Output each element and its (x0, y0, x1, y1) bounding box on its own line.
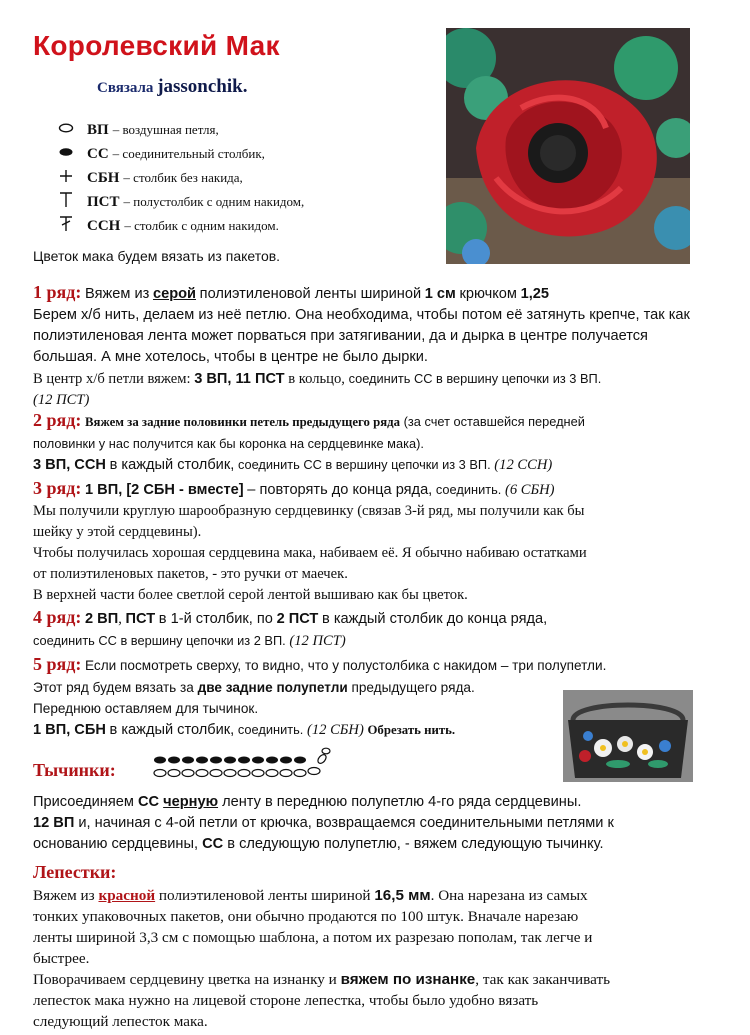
text: две задние полупетли (197, 680, 348, 695)
text: половинки у нас получится как бы коронка на сердцевинке мака). (33, 436, 424, 451)
text: Переднюю оставляем для тычинок. (33, 701, 259, 716)
legend-desc: – соединительный столбик, (112, 146, 265, 161)
legend-abbr: ССН (87, 217, 121, 234)
text: Если посмотреть сверху, то видно, что у полустолбика с накидом – три полупетли. (85, 658, 607, 673)
text: Поворачиваем сердцевину цветка на изнанку и (33, 971, 337, 988)
text: (12 СБН) (306, 722, 364, 738)
legend-abbr: СС (87, 145, 109, 162)
text: Этот ряд будем вязать за (33, 680, 194, 695)
text: СС (137, 794, 160, 810)
text: В центр х/б петли вяжем: (33, 371, 191, 387)
oval-icon (55, 122, 77, 138)
text: 2 ВП (85, 611, 119, 627)
text: 3 ВП, ССН (33, 457, 106, 473)
text: соединить. (237, 722, 304, 737)
text: быстрее. (33, 950, 90, 967)
text: соединить СС в вершину цепочки из 3 ВП. (348, 371, 602, 386)
t-stitch-icon (55, 192, 77, 213)
legend-item (55, 190, 435, 214)
text: 1 ВП, СБН (33, 722, 106, 738)
text: , так как заканчивать (475, 971, 611, 988)
text: полиэтиленовой ленты шириной (199, 286, 422, 302)
text: (12 ПСТ) (33, 392, 90, 408)
page-title: Королевский Мак (33, 30, 280, 61)
stamens-chain-diagram (150, 747, 340, 783)
stamens-heading (33, 760, 733, 783)
text: в каждый столбик, (109, 457, 235, 473)
text: 2 ПСТ (276, 611, 319, 627)
text: ПСТ (125, 611, 156, 627)
text: Берем х/б нить, делаем из неё петлю. Она необходима, чтобы потом её затянуть крепче, так как (33, 307, 690, 323)
filled-dot-icon (55, 146, 77, 162)
t-cross-stitch-icon (55, 216, 77, 237)
text: в каждый столбик, (109, 722, 235, 738)
text: (12 ПСТ) (289, 633, 346, 649)
crochet-poppy-photo (446, 28, 690, 264)
text: в следующую полупетлю, - вяжем следующую тычинку. (227, 836, 604, 852)
text: – повторять до конца ряда, (247, 482, 433, 498)
text: тонких упаковочных пакетов, они обычно продаются по 100 штук. Вначале нарезаю (33, 908, 579, 925)
text: красной (98, 887, 156, 904)
text: Чтобы получилась хорошая сердцевина мака, набиваем её. Я обычно набиваю остатками (33, 545, 587, 561)
text: (6 СБН) (504, 482, 555, 498)
text: большая. А мне хотелось, чтобы в центре не было дырки. (33, 349, 428, 365)
text: . Она нарезана из самых (430, 887, 588, 904)
text: в каждый столбик до конца ряда, (322, 611, 548, 627)
row-5 (33, 654, 733, 741)
text: Вяжем за задние половинки петель предыдущего ряда (85, 415, 401, 429)
text: Присоединяем (33, 794, 134, 810)
row-4 (33, 607, 733, 652)
text: соединить. (435, 482, 502, 497)
text: 16,5 мм (374, 887, 431, 904)
text: серой (152, 286, 197, 302)
intro-text: Цветок мака будем вязать из пакетов. (33, 248, 281, 264)
text: 1 см (424, 286, 456, 302)
text: ленту в переднюю полупетлю 4-го ряда сердцевины. (222, 794, 582, 810)
text: 1 ВП, [2 СБН - вместе] (85, 482, 244, 498)
petals-heading (33, 862, 733, 885)
legend-item (55, 166, 435, 190)
stitch-legend (55, 118, 435, 238)
text: (12 ССН) (494, 457, 553, 473)
text: полиэтиленовая лента может порваться при затягивании, да и дырка в центре получается (33, 328, 648, 344)
text: крючком (459, 286, 517, 302)
text: 1,25 (520, 286, 549, 302)
author-prefix: Связала (97, 80, 154, 96)
text: соединить СС в вершину цепочки из 2 ВП. (33, 633, 286, 648)
section-heading: Лепестки: (33, 862, 117, 882)
legend-desc: – столбик с одним накидом. (124, 218, 279, 233)
plus-icon (55, 169, 77, 188)
text: от полиэтиленовых пакетов, - это ручки от маечек. (33, 566, 348, 582)
legend-desc: – воздушная петля, (112, 122, 219, 137)
text: Вяжем из (85, 286, 150, 302)
text: черную (163, 794, 219, 810)
text: соединить СС в вершину цепочки из 3 ВП. (237, 457, 491, 472)
row-1 (33, 282, 733, 411)
row-4-label: 4 ряд: (33, 607, 82, 627)
section-heading: Тычинки: (33, 760, 116, 780)
text: основанию сердцевины, (33, 836, 199, 852)
text: и, начиная с 4-ой петли от крючка, возвращаемся соединительными петлями к (78, 815, 614, 831)
legend-desc: – полустолбик с одним накидом, (123, 194, 305, 209)
legend-abbr: СБН (87, 169, 120, 186)
text: полиэтиленовой ленты шириной (158, 887, 371, 904)
author-name: jassonchik. (157, 76, 248, 97)
text: (за счет оставшейся передней (403, 414, 585, 429)
legend-abbr: ВП (87, 121, 109, 138)
author-line (97, 76, 247, 98)
row-2-label: 2 ряд: (33, 410, 82, 430)
text: , (118, 611, 122, 627)
text: шейку у этой сердцевины). (33, 524, 202, 540)
text: СС (202, 836, 224, 852)
petals-text (33, 885, 733, 1032)
stamens-text (33, 792, 733, 855)
row-3-label: 3 ряд: (33, 478, 82, 498)
legend-item (55, 142, 435, 166)
text: ленты шириной 3,3 см с помощью шаблона, а потом их разрезаю пополам, так легче и (33, 929, 593, 946)
legend-item (55, 118, 435, 142)
text: в кольцо, (288, 371, 345, 387)
text: предыдущего ряда. (351, 680, 475, 695)
text: Вяжем из (33, 887, 95, 904)
text: лепесток мака нужно на лицевой стороне лепестка, чтобы было удобно вязать (33, 992, 539, 1009)
row-5-label: 5 ряд: (33, 654, 82, 674)
text: 12 ВП (33, 815, 75, 831)
text: вяжем по изнанке (340, 971, 476, 988)
legend-desc: – столбик без накида, (123, 170, 243, 185)
text: Обрезать нить. (367, 723, 456, 737)
row-1-label: 1 ряд: (33, 282, 82, 302)
text: В верхней части более светлой серой лентой вышиваю как бы цветок. (33, 587, 468, 603)
legend-item (55, 214, 435, 238)
text: Мы получили круглую шарообразную сердцевинку (связав 3-й ряд, мы получили как бы (33, 503, 585, 519)
text: следующий лепесток мака. (33, 1013, 208, 1030)
row-3 (33, 478, 733, 606)
text: 3 ВП, 11 ПСТ (194, 371, 285, 387)
row-2 (33, 410, 733, 476)
text: в 1-й столбик, по (158, 611, 273, 627)
legend-abbr: ПСТ (87, 193, 120, 210)
